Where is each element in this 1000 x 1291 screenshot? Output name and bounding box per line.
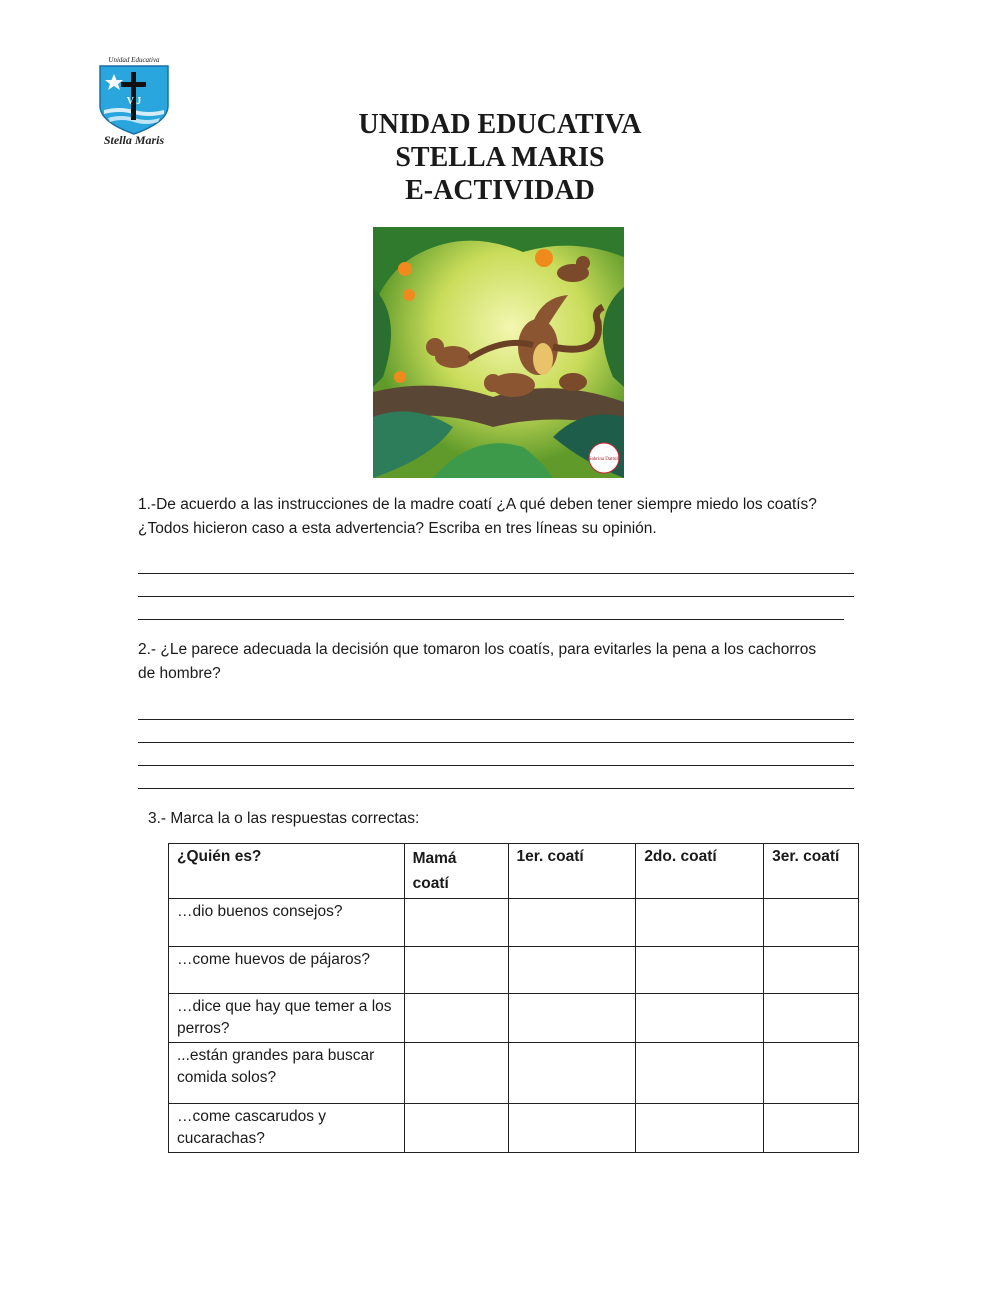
answer-cell[interactable] <box>764 1104 859 1153</box>
row-question: …dio buenos consejos? <box>169 899 405 947</box>
coati-family-illustration-icon <box>373 227 624 478</box>
question-2-line-2: de hombre? <box>138 665 221 682</box>
header-3er-coati: 3er. coatí <box>764 844 859 899</box>
answer-cell[interactable] <box>636 947 764 994</box>
answer-cell[interactable] <box>636 1043 764 1104</box>
answer-cell[interactable] <box>764 994 859 1043</box>
answer-lines-1[interactable] <box>138 551 854 620</box>
question-1 <box>138 493 868 541</box>
logo-bottom-text: Stella Maris <box>103 133 165 147</box>
table-row <box>169 947 859 994</box>
answer-line[interactable] <box>138 597 844 620</box>
title-line-1: UNIDAD EDUCATIVA <box>358 109 642 140</box>
logo-initials: V J <box>126 96 142 107</box>
row-question: ...están grandes para buscar comida solos? <box>169 1043 405 1104</box>
page-title <box>0 108 1000 207</box>
answer-cell[interactable] <box>636 899 764 947</box>
answer-line[interactable] <box>138 720 854 743</box>
answer-line[interactable] <box>138 697 854 720</box>
table-row <box>169 994 859 1043</box>
answer-table <box>168 843 859 1153</box>
answer-lines-2[interactable] <box>138 697 854 789</box>
question-2 <box>138 638 868 686</box>
answer-cell[interactable] <box>404 947 508 994</box>
answer-cell[interactable] <box>508 899 636 947</box>
answer-cell[interactable] <box>764 947 859 994</box>
illustration-badge: Sabrina Dattoli <box>588 457 620 462</box>
header-quien-es: ¿Quién es? <box>169 844 405 899</box>
answer-line[interactable] <box>138 743 854 766</box>
row-question: …come huevos de pájaros? <box>169 947 405 994</box>
answer-cell[interactable] <box>404 1104 508 1153</box>
logo-top-text: Unidad Educativa <box>108 56 160 64</box>
table-row <box>169 899 859 947</box>
answer-line[interactable] <box>138 551 854 574</box>
title-line-3: E-ACTIVIDAD <box>405 175 595 206</box>
answer-cell[interactable] <box>764 899 859 947</box>
answer-cell[interactable] <box>636 1104 764 1153</box>
header-1er-coati: 1er. coatí <box>508 844 636 899</box>
question-2-line-1: 2.- ¿Le parece adecuada la decisión que tomaron los coatís, para evitarles la pena a los cachorros <box>138 641 817 658</box>
table-row <box>169 1104 859 1153</box>
answer-cell[interactable] <box>636 994 764 1043</box>
table-row <box>169 1043 859 1104</box>
answer-cell[interactable] <box>764 1043 859 1104</box>
answer-line[interactable] <box>138 766 854 789</box>
answer-cell[interactable] <box>404 994 508 1043</box>
title-line-2: STELLA MARIS <box>395 142 605 173</box>
table-header-row <box>169 844 859 899</box>
answer-cell[interactable] <box>508 1043 636 1104</box>
answer-cell[interactable] <box>508 994 636 1043</box>
answer-cell[interactable] <box>508 1104 636 1153</box>
header-mama-coati: Mamá coatí <box>404 844 508 899</box>
question-1-line-1: 1.-De acuerdo a las instrucciones de la madre coatí ¿A qué deben tener siempre miedo los coatís? <box>138 496 817 513</box>
answer-cell[interactable] <box>508 947 636 994</box>
header-2do-coati: 2do. coatí <box>636 844 764 899</box>
row-question: …dice que hay que temer a los perros? <box>169 994 405 1043</box>
question-1-line-2: ¿Todos hicieron caso a esta advertencia? Escriba en tres líneas su opinión. <box>138 520 657 537</box>
question-3-prompt: 3.- Marca la o las respuestas correctas: <box>148 810 420 827</box>
answer-cell[interactable] <box>404 1043 508 1104</box>
row-question: …come cascarudos y cucarachas? <box>169 1104 405 1153</box>
answer-line[interactable] <box>138 574 854 597</box>
answer-cell[interactable] <box>404 899 508 947</box>
